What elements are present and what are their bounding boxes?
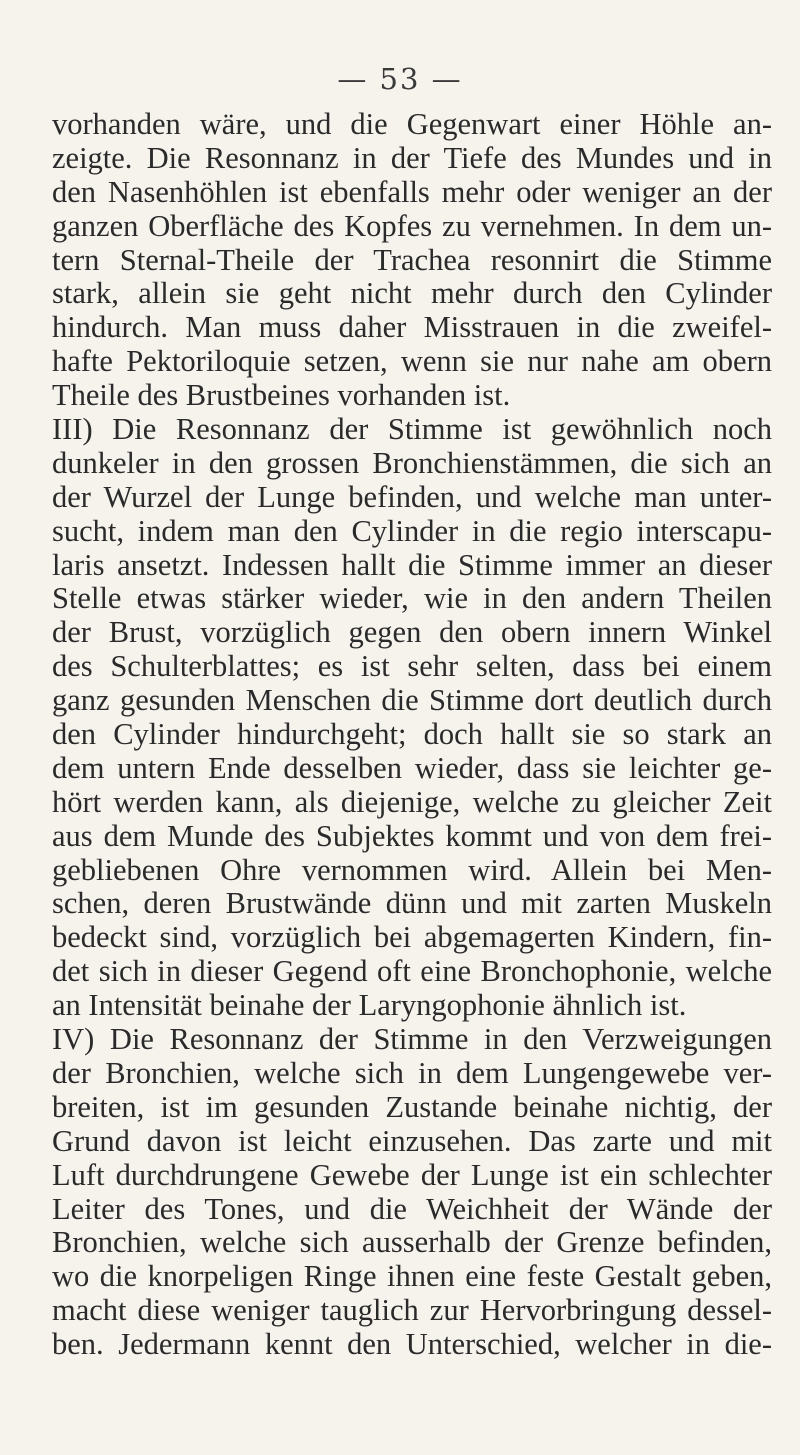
text-line: zeigte. Die Resonnanz in der Tiefe des Mundes und in [52, 141, 772, 175]
text-line: Grund davon ist leicht einzusehen. Das zarte und mit [52, 1124, 772, 1158]
text-line: dunkeler in den grossen Bronchienstämmen, die sich an [52, 446, 772, 480]
text-line: des Schulterblattes; es ist sehr selten, dass bei einem [52, 650, 772, 684]
page-number: — 53 — [337, 62, 463, 96]
text-line: III) Die Resonnanz der Stimme ist gewöhnlich noch [52, 413, 772, 447]
text-line: Stelle etwas stärker wieder, wie in den andern Theilen [52, 582, 772, 616]
body-text [52, 108, 772, 1362]
text-line: gebliebenen Ohre vernommen wird. Allein bei Men- [52, 853, 772, 887]
text-line: ben. Jedermann kennt den Unterschied, welcher in die- [52, 1328, 772, 1362]
text-line: wo die knorpeligen Ringe ihnen eine feste Gestalt geben, [52, 1260, 772, 1294]
text-line: Luft durchdrungene Gewebe der Lunge ist ein schlechter [52, 1158, 772, 1192]
text-line: ganz gesunden Menschen die Stimme dort deutlich durch [52, 684, 772, 718]
text-line: hört werden kann, als diejenige, welche zu gleicher Zeit [52, 785, 772, 819]
text-line: aus dem Munde des Subjektes kommt und von dem frei- [52, 819, 772, 853]
text-line: hindurch. Man muss daher Misstrauen in die zweifel- [52, 311, 772, 345]
text-line: der Wurzel der Lunge befinden, und welche man unter- [52, 480, 772, 514]
text-line: der Brust, vorzüglich gegen den obern innern Winkel [52, 616, 772, 650]
text-line: dem untern Ende desselben wieder, dass sie leichter ge- [52, 751, 772, 785]
text-line: Leiter des Tones, und die Weichheit der Wände der [52, 1192, 772, 1226]
text-line: stark, allein sie geht nicht mehr durch den Cylinder [52, 277, 772, 311]
text-line: IV) Die Resonnanz der Stimme in den Verzweigungen [52, 1023, 772, 1057]
text-line: breiten, ist im gesunden Zustande beinahe nichtig, der [52, 1090, 772, 1124]
text-line: Bronchien, welche sich ausserhalb der Grenze befinden, [52, 1226, 772, 1260]
text-line: bedeckt sind, vorzüglich bei abgemagerten Kindern, fin- [52, 921, 772, 955]
text-line: schen, deren Brustwände dünn und mit zarten Muskeln [52, 887, 772, 921]
text-line: laris ansetzt. Indessen hallt die Stimme immer an dieser [52, 548, 772, 582]
text-line: det sich in dieser Gegend oft eine Bronchophonie, welche [52, 955, 772, 989]
text-line: Theile des Brustbeines vorhanden ist. [52, 379, 511, 413]
text-line: macht diese weniger tauglich zur Hervorbringung dessel- [52, 1294, 772, 1328]
text-line: tern Sternal-Theile der Trachea resonnirt die Stimme [52, 243, 772, 277]
text-line: hafte Pektoriloquie setzen, wenn sie nur nahe am obern [52, 345, 772, 379]
text-line: den Cylinder hindurchgeht; doch hallt sie so stark an [52, 718, 772, 752]
text-line: den Nasenhöhlen ist ebenfalls mehr oder weniger an der [52, 175, 772, 209]
text-line: an Intensität beinahe der Laryngophonie ähnlich ist. [52, 989, 687, 1023]
text-line: ganzen Oberfläche des Kopfes zu vernehmen. In dem un- [52, 209, 772, 243]
text-line: vorhanden wäre, und die Gegenwart einer Höhle an- [52, 108, 772, 141]
text-line: der Bronchien, welche sich in dem Lungengewebe ver- [52, 1056, 772, 1090]
text-line: sucht, indem man den Cylinder in die regio interscapu- [52, 514, 772, 548]
